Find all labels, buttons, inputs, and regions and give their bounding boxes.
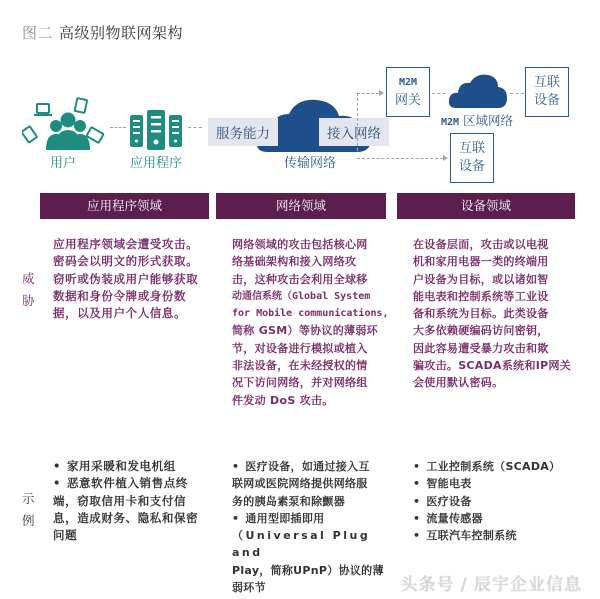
header-device-domain: 设备领域 (397, 193, 575, 219)
device-line2: 设备 (458, 159, 485, 174)
arrow-to-gateway (357, 93, 379, 94)
bullet-icon: • (232, 460, 240, 473)
text-line: 流量传感器 (426, 511, 483, 525)
bidirectional-arrow-icon (188, 127, 202, 128)
figure-title (22, 22, 183, 43)
text-line: 据，以及用户个人信息。 (53, 306, 187, 321)
row-label-char: 示 (22, 491, 35, 506)
text-line: 大多依赖硬编码访问密钥， (413, 324, 549, 338)
list-item (232, 458, 392, 510)
text-line: 通用型即插即用 (245, 511, 325, 525)
connector-line (357, 93, 358, 151)
server-icon (130, 110, 182, 150)
bullet-icon: • (53, 476, 61, 491)
text-line: 击，这种攻击会利用全球移 (232, 272, 368, 286)
m2m-prefix: M2M (441, 117, 460, 128)
row-label-example (22, 488, 38, 532)
text-line: 户设备为目标，或以诸如智 (413, 272, 549, 286)
text-line: 备和系统为目标。此类设备 (413, 307, 549, 321)
m2m-area-network-label (441, 111, 513, 129)
text-line: 互联汽车控制系统 (426, 529, 517, 543)
device-line1: 互联 (458, 141, 485, 156)
row-label-char: 例 (22, 513, 35, 528)
text-line: 络基础架构和接入网络攻 (232, 255, 357, 269)
list-item (53, 458, 213, 475)
list-item (413, 493, 583, 510)
watermark: 头条号 / 辰宇企业信息 (400, 575, 582, 595)
service-capability-tag: 服务能力 (208, 118, 278, 146)
bidirectional-arrow-icon (432, 93, 446, 94)
text-line: 智能电表 (426, 477, 472, 491)
list-item (413, 510, 583, 527)
text-line: 医疗设备，如通过接入互 (245, 460, 370, 473)
connected-device-box-top (525, 67, 569, 117)
text-line: 在设备层面，攻击或以电视 (413, 238, 549, 251)
text-line: 窃听或伪装成用户能够获取 (53, 271, 199, 286)
bullet-icon: • (413, 477, 421, 491)
connected-device-box-bottom (450, 133, 494, 183)
list-item (53, 475, 213, 544)
m2m-gateway-line2: 网关 (394, 93, 421, 108)
text-line: 因此容易遭受暴力攻击和欺 (413, 341, 549, 355)
text-line: 务的胰岛素泵和除颤器 (232, 494, 345, 508)
access-network-tag: 接入网络 (319, 118, 389, 146)
text-line: 数据和身份令牌或身份数 (53, 288, 187, 303)
list-item (413, 527, 583, 544)
applications-label: 应用程序 (129, 156, 182, 171)
area-network-text: 区域网络 (463, 113, 514, 128)
figure-title-text: 高级别物联网架构 (59, 24, 184, 42)
arrow-head-icon (443, 155, 448, 161)
header-application-domain: 应用程序领域 (40, 193, 209, 219)
text-line: （Universal Plug and (232, 529, 371, 560)
threat-network (232, 236, 392, 409)
text-line: 况下访问网络，并对网络组 (232, 376, 368, 390)
text-line: 动通信系统（Global System (232, 290, 371, 302)
text-line: 问题 (53, 528, 78, 543)
row-label-char: 威 (22, 271, 35, 286)
text-line: 节，对设备进行模拟或植入 (232, 341, 368, 355)
text-line: 件发动 DoS 攻击。 (232, 393, 334, 407)
transport-network-label: 传输网络 (283, 156, 336, 171)
device-line2: 设备 (533, 93, 560, 108)
text-line: 骗攻击。SCADA系统和IP网关 (413, 359, 572, 373)
row-label-char: 胁 (22, 293, 35, 308)
bullet-icon: • (53, 459, 61, 473)
list-item (413, 475, 583, 492)
text-line: 密码会以明文的形式获取。 (53, 254, 199, 269)
header-network-domain: 网络领域 (216, 193, 386, 219)
text-line: 网络领域的攻击包括核心网 (232, 238, 368, 251)
text-line: 家用采暖和发电机组 (66, 459, 176, 473)
bullet-icon: • (413, 460, 421, 473)
users-label: 用户 (49, 156, 76, 171)
text-line: Play，简称UPnP）协议的薄 (232, 563, 384, 577)
arrow-to-device (357, 158, 443, 159)
examples-network (232, 458, 392, 596)
cloud-icon (448, 72, 508, 108)
text-line: 息，造成财务、隐私和保密 (53, 510, 199, 525)
text-line: 应用程序领域会遭受攻击。 (53, 237, 199, 251)
threat-application (53, 236, 213, 322)
list-item (232, 510, 392, 596)
figure-prefix: 图二 (22, 24, 54, 42)
text-line: 端，窃取信用卡和支付信 (53, 493, 187, 508)
text-line: 机和家用电器一类的终端用 (413, 255, 549, 269)
text-line: 弱环节 (232, 581, 266, 595)
users-with-devices-icon (22, 96, 108, 152)
text-line: 医疗设备 (426, 494, 472, 508)
arrow-head-icon (379, 90, 384, 96)
text-line: for Mobile communications, (232, 308, 389, 320)
text-line: 非法设备，在未经授权的情 (232, 359, 368, 373)
list-item (413, 458, 583, 475)
threat-device (413, 236, 583, 392)
bullet-icon: • (413, 494, 421, 508)
text-line: 能电表和控制系统等工业设 (413, 289, 549, 303)
text-line: 会使用默认密码。 (413, 376, 504, 390)
m2m-gateway-box (386, 67, 430, 117)
m2m-gateway-line1: M2M (398, 77, 418, 88)
text-line: 联网或医院网络提供网络服 (232, 477, 368, 491)
text-line: 恶意软件植入销售点终 (66, 476, 188, 491)
examples-application (53, 458, 213, 544)
bidirectional-arrow-icon (110, 127, 126, 128)
examples-device (413, 458, 583, 544)
text-line: 简称 GSM）等协议的薄弱环 (232, 324, 378, 338)
bidirectional-arrow-icon (510, 93, 524, 94)
row-label-threat (22, 268, 38, 312)
text-line: 工业控制系统（SCADA） (426, 460, 561, 473)
bullet-icon: • (413, 529, 421, 543)
bullet-icon: • (232, 511, 240, 525)
bullet-icon: • (413, 511, 421, 525)
device-line1: 互联 (533, 75, 560, 90)
